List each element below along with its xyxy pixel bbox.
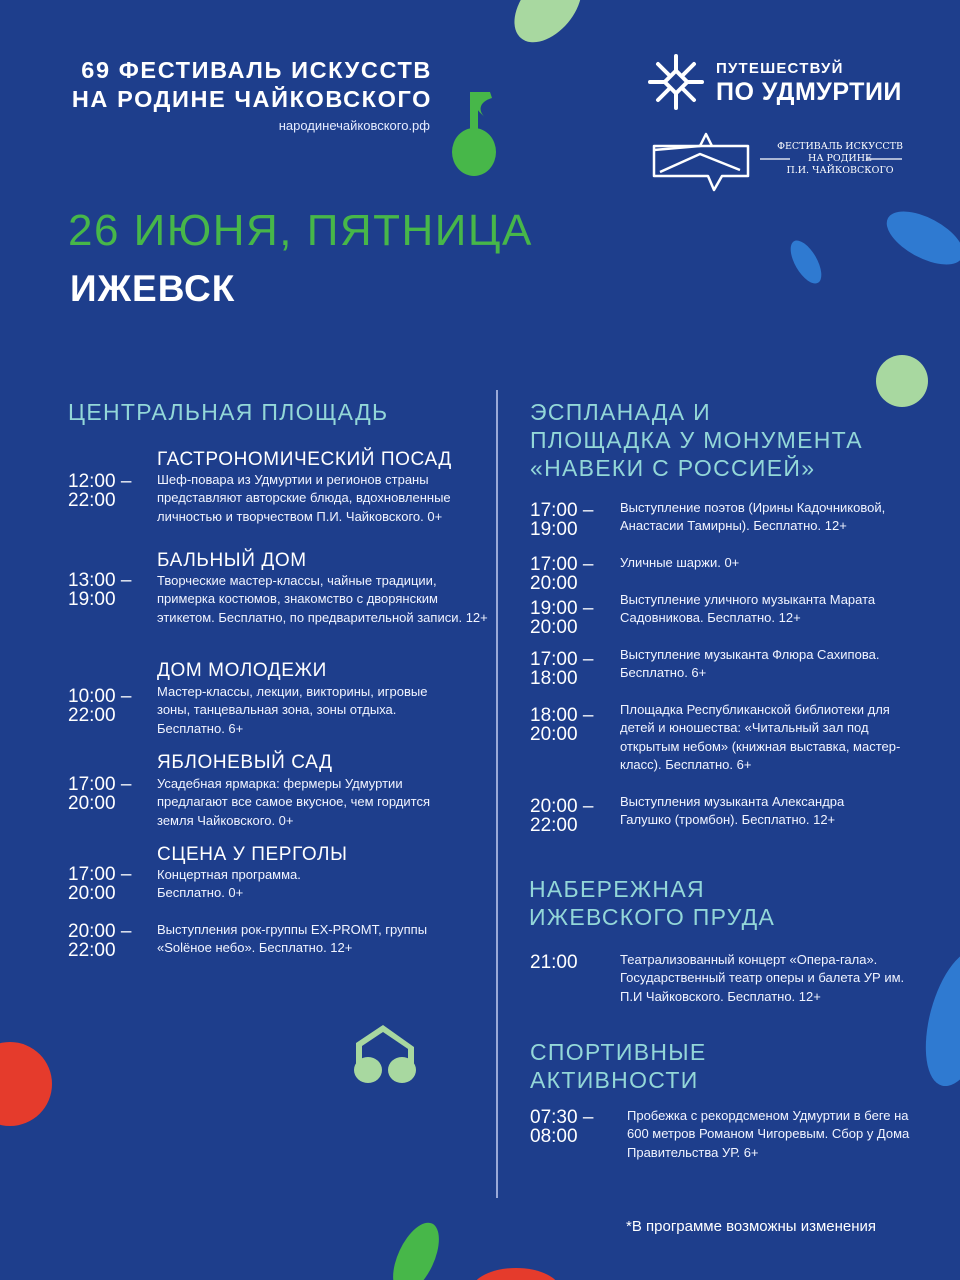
event-time-street-musician	[530, 600, 593, 637]
section-title-line: НАБЕРЕЖНАЯ	[529, 876, 705, 902]
section-title-esplanade	[530, 398, 863, 482]
time-end: 20:00	[530, 572, 578, 594]
footnote: *В программе возможны изменения	[626, 1218, 877, 1235]
event-time-gastro	[68, 473, 131, 510]
time-start: 18:00 –	[530, 705, 594, 726]
time-start: 17:00 –	[530, 649, 594, 670]
green-music-note-icon	[452, 92, 496, 176]
time-end: 19:00	[530, 518, 578, 540]
event-time-rock-band	[68, 923, 131, 960]
time-start: 17:00 –	[530, 500, 594, 521]
red-bottom-shape	[472, 1268, 560, 1280]
event-time-pergola-stage	[68, 866, 131, 903]
event-desc-gastro: Шеф-повара из Удмуртии и регионов страны представляют авторские блюда, вдохновленные личностью и творчеством П.И. Чайковского. 0+	[157, 472, 451, 524]
event-desc-caricatures: Уличные шаржи. 0+	[620, 555, 740, 570]
green-bottom-leaf	[384, 1216, 449, 1280]
time-start: 20:00 –	[68, 921, 132, 942]
event-title-ballroom: БАЛЬНЫЙ ДОМ	[157, 550, 307, 571]
time-start: 20:00 –	[530, 796, 594, 817]
time-end: 22:00	[68, 489, 116, 511]
event-desc-musician-flyur: Выступление музыканта Флюра Сахипова. Бесплатно. 6+	[620, 647, 880, 681]
event-desc-pergola-stage: Концертная программа. Бесплатно. 0+	[157, 867, 301, 901]
light-green-circle	[876, 355, 928, 407]
time-end: 22:00	[68, 704, 116, 726]
section-title-line: ЭСПЛАНАДА И	[530, 399, 711, 425]
event-time-ballroom	[68, 572, 131, 609]
time-end: 20:00	[530, 616, 578, 638]
event-time-opera-gala: 21:00	[530, 952, 578, 973]
travel-udmurtia-logo	[716, 60, 956, 106]
section-title-embankment	[529, 875, 775, 931]
event-desc-ballroom: Творческие мастер-классы, чайные традиции, примерка костюмов, знакомство с дворянским этикетом. Бесплатно, по предварительной записи. 12+	[157, 573, 488, 625]
udmurtia-emblem-icon	[650, 56, 702, 108]
section-title-central-square: ЦЕНТРАЛЬНАЯ ПЛОЩАДЬ	[68, 399, 389, 425]
section-title-line: СПОРТИВНЫЕ	[530, 1039, 707, 1065]
time-end: 18:00	[530, 667, 578, 689]
section-title-sport	[530, 1038, 707, 1094]
travel-logo-line-2: ПО УДМУРТИИ	[716, 78, 902, 106]
time-end: 20:00	[530, 723, 578, 745]
event-desc-rock-band: Выступления рок-группы EX-PROMT, группы «Solёное небо». Бесплатно. 12+	[157, 922, 428, 956]
festival-title	[70, 56, 432, 114]
blue-right-shape	[913, 943, 960, 1094]
festival-title-line-2: НА РОДИНЕ ЧАЙКОВСКОГО	[71, 86, 432, 112]
blue-leaf-shape	[879, 201, 960, 276]
event-desc-library: Площадка Республиканской библиотеки для детей и юношества: «Читальный зал под открытым небом» (книжная выставка, мастер-класс). Бесплатно. 6+	[620, 702, 901, 772]
time-end: 20:00	[68, 882, 116, 904]
section-title-line: АКТИВНОСТИ	[530, 1067, 699, 1093]
time-end: 08:00	[530, 1125, 578, 1147]
festival-logo-line-1: ФЕСТИВАЛЬ ИСКУССТВ	[777, 141, 903, 152]
section-title-line: ИЖЕВСКОГО ПРУДА	[529, 904, 776, 930]
time-start: 10:00 –	[68, 686, 132, 707]
section-title-line: ПЛОЩАДКА У МОНУМЕНТА	[530, 427, 863, 453]
blue-drop-shape	[784, 236, 827, 289]
time-end: 20:00	[68, 792, 116, 814]
event-time-musician-flyur	[530, 651, 593, 688]
event-desc-run: Пробежка с рекордсменом Удмуртии в беге на 600 метров Романом Чигоревым. Сбор у Дома Правительства УР. 6+	[627, 1108, 910, 1160]
event-time-poets	[530, 502, 593, 539]
time-start: 17:00 –	[530, 554, 594, 575]
festival-logo-line-2: НА РОДИНЕ	[808, 153, 872, 164]
light-green-music-note-icon	[354, 1025, 416, 1083]
event-time-library	[530, 707, 593, 744]
event-desc-opera-gala: Театрализованный концерт «Опера-гала». Государственный театр оперы и балета УР им. П.И Чайковского. Бесплатно. 12+	[620, 952, 905, 1004]
time-start: 17:00 –	[68, 864, 132, 885]
festival-logo-line-3: П.И. ЧАЙКОВСКОГО	[786, 165, 894, 176]
festival-title-line-1: 69 ФЕСТИВАЛЬ ИСКУССТВ	[81, 57, 432, 83]
event-title-apple-garden: ЯБЛОНЕВЫЙ САД	[157, 752, 333, 773]
column-divider	[496, 390, 498, 1198]
time-start: 17:00 –	[68, 774, 132, 795]
time-end: 19:00	[68, 588, 116, 610]
event-time-apple-garden	[68, 776, 131, 813]
event-city: ИЖЕВСК	[70, 268, 236, 309]
event-desc-apple-garden: Усадебная ярмарка: фермеры Удмуртии предлагают все самое вкусное, чем гордится земля Чайковского. 0+	[157, 776, 430, 828]
red-circle	[0, 1042, 52, 1126]
festival-logo-text	[770, 141, 910, 177]
event-time-run	[530, 1109, 593, 1146]
event-time-trombone	[530, 798, 593, 835]
event-desc-trombone: Выступления музыканта Александра Галушко (тромбон). Бесплатно. 12+	[620, 794, 845, 828]
event-date: 26 ИЮНЯ, ПЯТНИЦА	[68, 206, 533, 255]
green-leaf-shape	[501, 0, 595, 55]
event-title-pergola-stage: СЦЕНА У ПЕРГОЛЫ	[157, 844, 348, 865]
time-end: 22:00	[68, 939, 116, 961]
time-start: 07:30 –	[530, 1107, 594, 1128]
festival-logo-mark-icon	[654, 134, 748, 190]
event-title-youth-house: ДОМ МОЛОДЕЖИ	[157, 660, 327, 681]
time-start: 13:00 –	[68, 570, 132, 591]
time-start: 12:00 –	[68, 471, 132, 492]
time-end: 22:00	[530, 814, 578, 836]
event-desc-youth-house: Мастер-классы, лекции, викторины, игровые зоны, танцевальная зона, зоны отдыха. Бесплатно. 6+	[157, 684, 428, 736]
festival-url: народинечайковского.рф	[278, 118, 430, 133]
event-time-caricatures	[530, 556, 593, 593]
event-time-youth-house	[68, 688, 131, 725]
travel-logo-line-1: ПУТЕШЕСТВУЙ	[716, 60, 844, 77]
time-start: 19:00 –	[530, 598, 594, 619]
event-desc-street-musician: Выступление уличного музыканта Марата Садовникова. Бесплатно. 12+	[620, 592, 876, 626]
event-desc-poets: Выступление поэтов (Ирины Кадочниковой, Анастасии Тамирны). Бесплатно. 12+	[620, 500, 886, 534]
event-title-gastro: ГАСТРОНОМИЧЕСКИЙ ПОСАД	[157, 449, 452, 470]
section-title-line: «НАВЕКИ С РОССИЕЙ»	[530, 455, 816, 481]
